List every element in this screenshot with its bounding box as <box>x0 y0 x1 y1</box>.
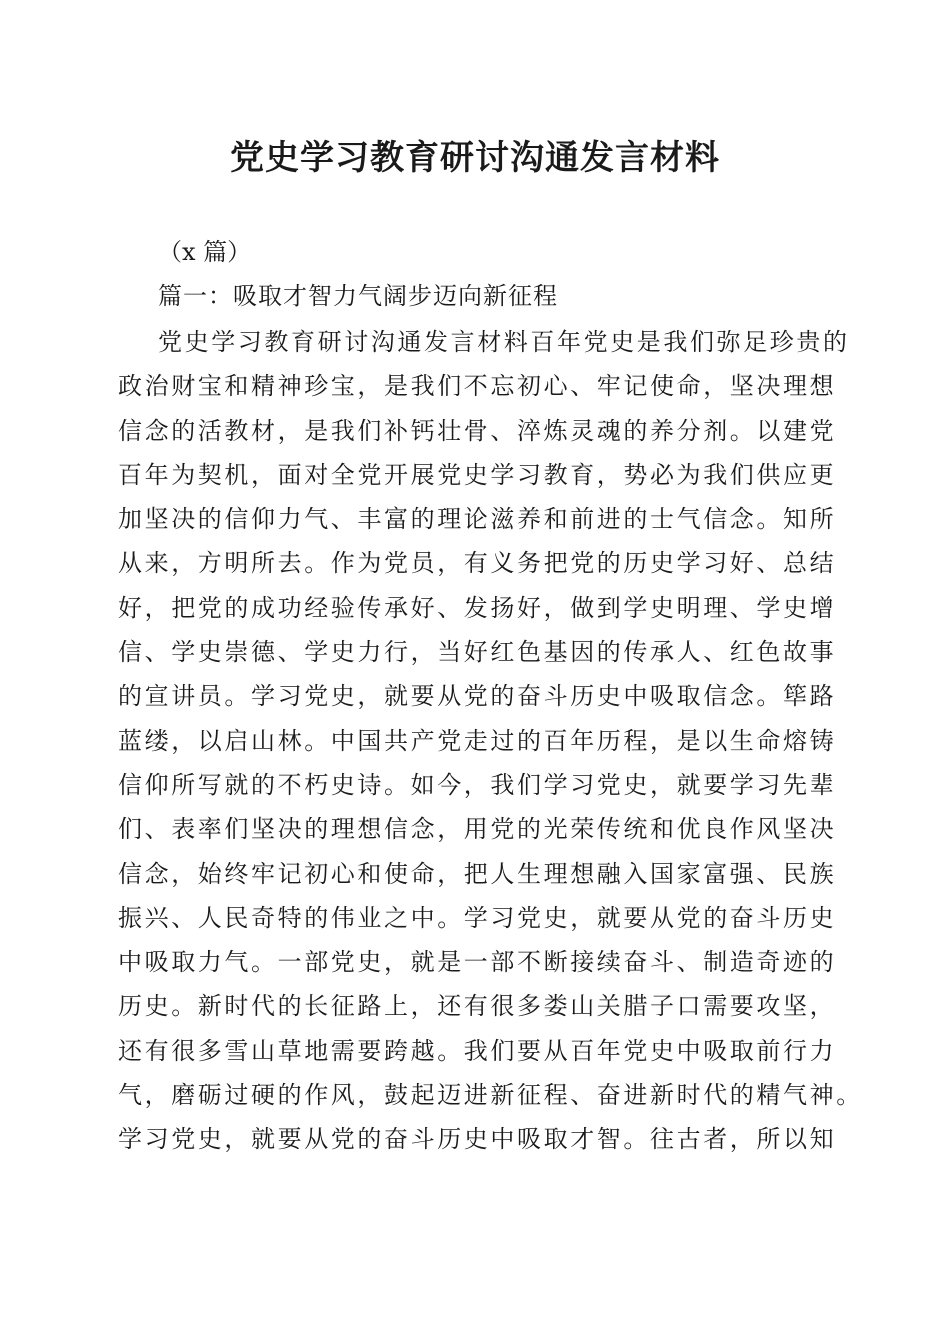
body-line: 们、表率们坚决的理想信念，用党的光荣传统和优良作风坚决 <box>118 815 837 844</box>
document-subtitle: （x 篇） <box>158 238 252 266</box>
body-line: 信、学史崇德、学史力行，当好红色基因的传承人、红色故事 <box>118 638 837 667</box>
body-line: 蓝缕，以启山林。中国共产党走过的百年历程，是以生命熔铸 <box>118 726 837 755</box>
body-line: 加坚决的信仰力气、丰富的理论滋养和前进的士气信念。知所 <box>118 505 837 534</box>
body-line: 中吸取力气。一部党史，就是一部不断接续奋斗、制造奇迹的 <box>118 948 837 977</box>
document-title: 党史学习教育研讨沟通发言材料 <box>230 138 720 178</box>
body-line: 百年为契机，面对全党开展党史学习教育，势必为我们供应更 <box>118 460 837 489</box>
body-line: 信念的活教材，是我们补钙壮骨、淬炼灵魂的养分剂。以建党 <box>118 416 837 445</box>
body-line: 振兴、人民奇特的伟业之中。学习党史，就要从党的奋斗历史 <box>118 903 837 932</box>
body-line: 党史学习教育研讨沟通发言材料百年党史是我们弥足珍贵的 <box>158 328 850 356</box>
body-line: 学习党史，就要从党的奋斗历史中吸取才智。往古者，所以知 <box>118 1125 837 1154</box>
body-line: 政治财宝和精神珍宝，是我们不忘初心、牢记使命，坚决理想 <box>118 372 837 401</box>
body-line: 气，磨砺过硬的作风，鼓起迈进新征程、奋进新时代的精气神。 <box>118 1081 863 1110</box>
body-line: 的宣讲员。学习党史，就要从党的奋斗历史中吸取信念。筚路 <box>118 682 837 711</box>
body-line: 还有很多雪山草地需要跨越。我们要从百年党史中吸取前行力 <box>118 1036 837 1065</box>
body-line: 历史。新时代的长征路上，还有很多娄山关腊子口需要攻坚， <box>118 992 837 1021</box>
body-paragraph <box>118 320 863 1162</box>
body-line: 信仰所写就的不朽史诗。如今，我们学习党史，就要学习先辈 <box>118 770 837 799</box>
body-line: 好，把党的成功经验传承好、发扬好，做到学史明理、学史增 <box>118 593 837 622</box>
body-line: 信念，始终牢记初心和使命，把人生理想融入国家富强、民族 <box>118 859 837 888</box>
body-line: 从来，方明所去。作为党员，有义务把党的历史学习好、总结 <box>118 549 837 578</box>
section-heading: 篇一：吸取才智力气阔步迈向新征程 <box>158 282 558 310</box>
